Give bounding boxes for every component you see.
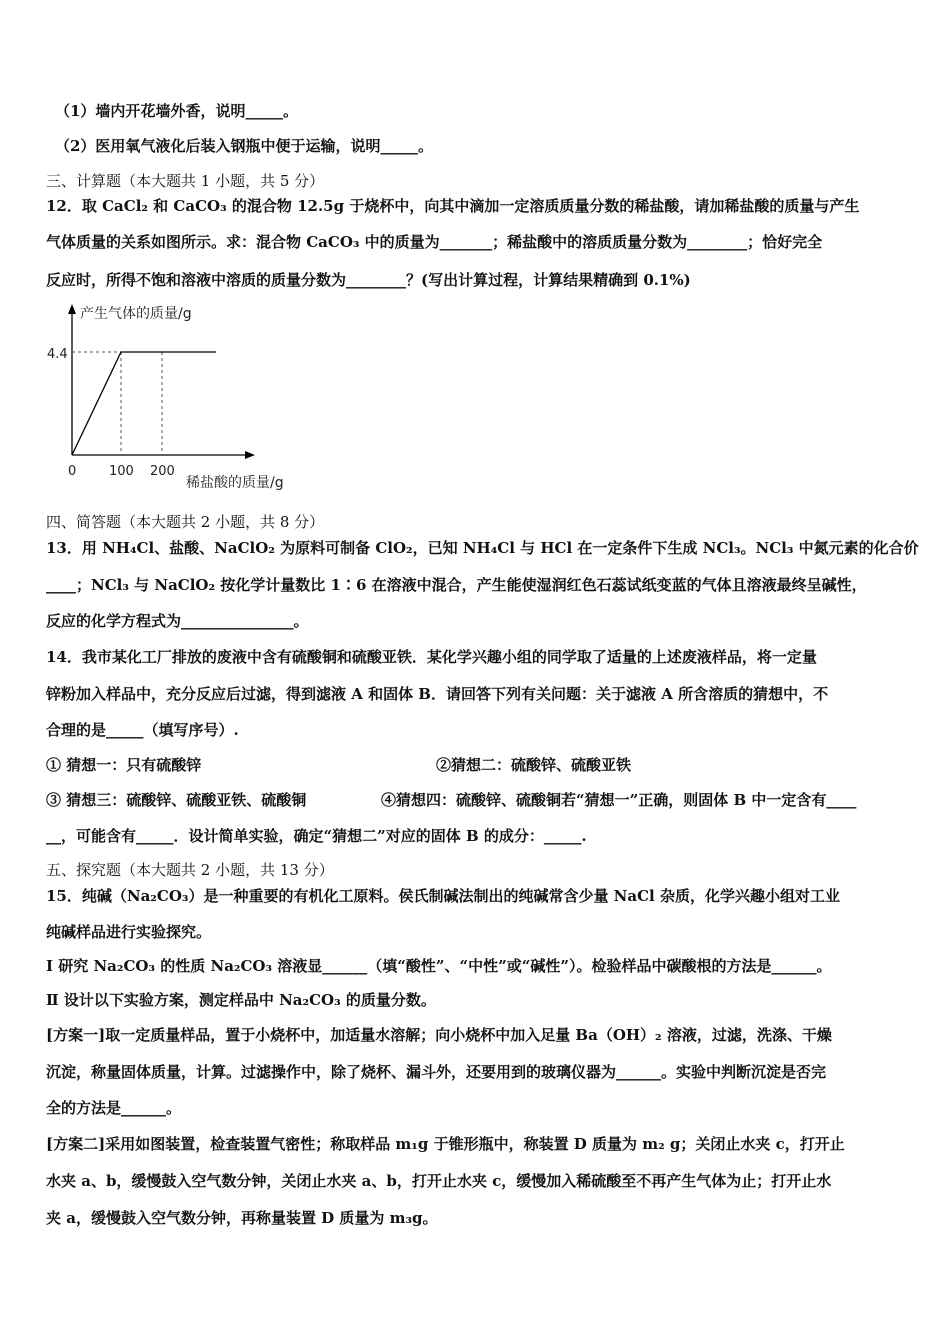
q11-part1: （1）墙内开花墙外香，说明_____。	[55, 102, 298, 120]
x-tick-label-0: 0	[68, 464, 77, 479]
q15-line1: 15．纯碱（Na₂CO₃）是一种重要的有机化工原料。侯氏制碱法制出的纯碱常含少量 NaCl 杂质，化学兴趣小组对工业	[46, 887, 840, 905]
x-axis-arrow	[245, 451, 255, 459]
q12-line3: 反应时，所得不饱和溶液中溶质的质量分数为________？(写出计算过程，计算结果精确到 0.1%)	[46, 271, 691, 289]
gas-line	[72, 352, 216, 455]
guess-3: ③ 猜想三：硫酸锌、硫酸亚铁、硫酸铜	[46, 791, 307, 809]
plan1-line1: [方案一]取一定质量样品，置于小烧杯中，加适量水溶解；向小烧杯中加入足量 Ba（OH）₂ 溶液，过滤，洗涤、干燥	[46, 1026, 832, 1044]
q12-line2: 气体质量的关系如图所示。求：混合物 CaCO₃ 中的质量为_______；稀盐酸中的溶质质量分数为________；恰好完全	[46, 233, 823, 251]
q12-line1: 12．取 CaCl₂ 和 CaCO₃ 的混合物 12.5g 于烧杯中，向其中滴加一定溶质质量分数的稀盐酸，请加稀盐酸的质量与产生	[46, 197, 860, 215]
plan2-line2: 水夹 a、b，缓慢鼓入空气数分钟，关闭止水夹 a、b，打开止水夹 c，缓慢加入稀硫酸至不再产生气体为止；打开止水	[46, 1172, 832, 1190]
y-axis-label: 产生气体的质量/g	[80, 306, 192, 322]
q15-part1: Ⅰ 研究 Na₂CO₃ 的性质 Na₂CO₃ 溶液显______（填“酸性”、“中性”或“碱性”）。检验样品中碳酸根的方法是______。	[46, 957, 832, 975]
guess-1: ① 猜想一：只有硫酸锌	[46, 756, 202, 774]
x-tick-label-200: 200	[150, 464, 175, 479]
q15-part2: Ⅱ 设计以下实验方案，测定样品中 Na₂CO₃ 的质量分数。	[46, 991, 436, 1009]
q14-line4: __，可能含有_____．设计简单实验，确定“猜想二”对应的固体 B 的成分：_____.	[46, 827, 587, 845]
q15-line2: 纯碱样品进行实验探究。	[46, 923, 212, 941]
x-axis-label: 稀盐酸的质量/g	[186, 475, 284, 491]
section5-heading: 五、探究题（本大题共 2 小题，共 13 分）	[46, 861, 334, 879]
q13-line2: ____；NCl₃ 与 NaClO₂ 按化学计量数比 1∶6 在溶液中混合，产生能使湿润红色石蕊试纸变蓝的气体且溶液最终呈碱性，	[46, 576, 867, 594]
y-axis-arrow	[68, 304, 76, 314]
q14-line2: 锌粉加入样品中，充分反应后过滤，得到滤液 A 和固体 B．请回答下列有关问题：关于滤液 A 所含溶质的猜想中，不	[46, 685, 829, 703]
gas-mass-chart	[44, 300, 314, 500]
plan2-line1: [方案二]采用如图装置，检查装置气密性；称取样品 m₁g 于锥形瓶中，称装置 D 质量为 m₂ g；关闭止水夹 c，打开止	[46, 1135, 845, 1153]
plan2-line3: 夹 a，缓慢鼓入空气数分钟，再称量装置 D 质量为 m₃g。	[46, 1209, 438, 1227]
guess-4: ④猜想四：硫酸锌、硫酸铜若“猜想一”正确，则固体 B 中一定含有____	[381, 791, 857, 809]
plan1-line3: 全的方法是______。	[46, 1099, 182, 1117]
q11-part2: （2）医用氧气液化后装入钢瓶中便于运输，说明_____。	[55, 137, 433, 155]
q13-line1: 13．用 NH₄Cl、盐酸、NaClO₂ 为原料可制备 ClO₂，已知 NH₄Cl 与 HCl 在一定条件下生成 NCl₃。NCl₃ 中氮元素的化合价	[46, 539, 919, 557]
q13-line3: 反应的化学方程式为_______________。	[46, 612, 309, 630]
section4-heading: 四、简答题（本大题共 2 小题，共 8 分）	[46, 513, 325, 531]
plan1-line2: 沉淀，称量固体质量，计算。过滤操作中，除了烧杯、漏斗外，还要用到的玻璃仪器为______。实验中判断沉淀是否完	[46, 1063, 827, 1081]
q14-line3: 合理的是_____（填写序号）.	[46, 721, 239, 739]
q14-line1: 14．我市某化工厂排放的废液中含有硫酸铜和硫酸亚铁．某化学兴趣小组的同学取了适量的上述废液样品，将一定量	[46, 648, 817, 666]
guess-row2	[46, 790, 857, 810]
y-tick-label: 4.4	[47, 347, 68, 362]
guess-2: ②猜想二：硫酸锌、硫酸亚铁	[436, 756, 632, 774]
section3-heading: 三、计算题（本大题共 1 小题，共 5 分）	[46, 172, 325, 190]
x-tick-label-100: 100	[109, 464, 134, 479]
guess-row1	[46, 755, 632, 775]
